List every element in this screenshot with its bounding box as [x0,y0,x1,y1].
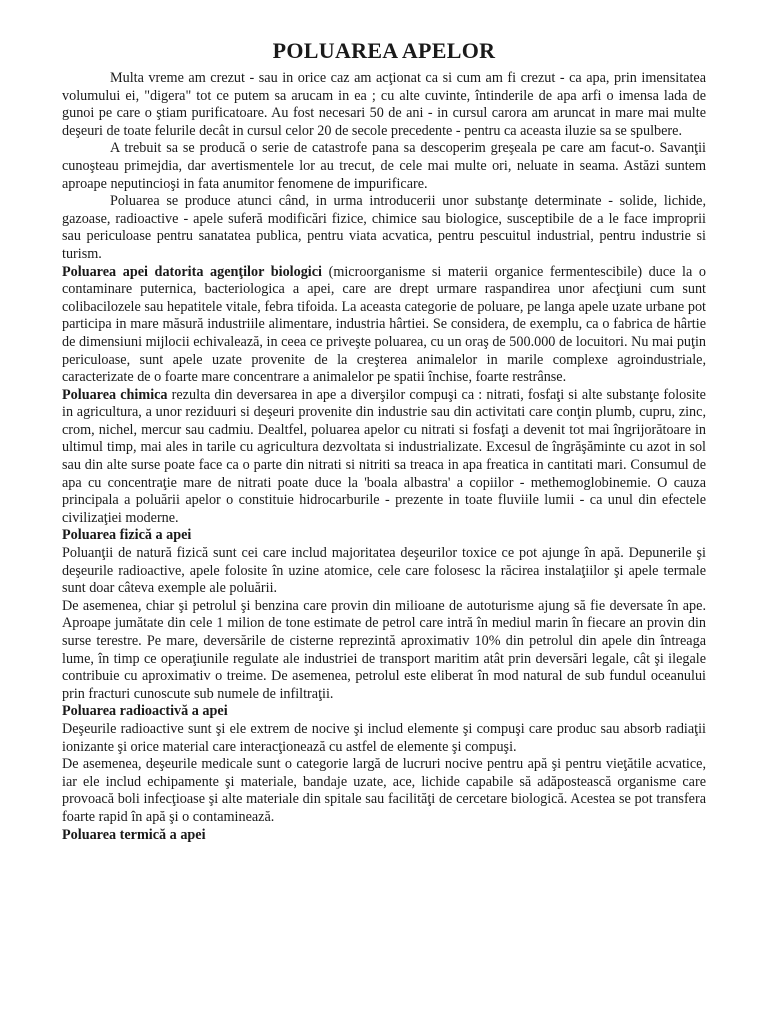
paragraph [62,387,706,528]
paragraph-heading: Poluarea apei datorita agenţilor biologici [62,263,322,280]
paragraph-heading: Poluarea fizică a apei [62,527,192,544]
paragraph-text: Poluanţii de natură fizică sunt cei care includ majoritatea deşeurilor toxice ce pot ajunge în apă. Depunerile şi deşeurile radioactive, apele folosite în uzine atomice, cele care folosesc la răcirea instalaţiilor şi apele termale sunt doar câteva exemple ale poluării. [62,545,706,597]
section-heading [62,703,706,721]
section-heading [62,827,706,845]
paragraph-text: Deşeurile radioactive sunt şi ele extrem de nocive şi includ elemente şi compuşi care produc sau absorb radiaţii ionizante şi orice material care interacţionează cu astfel de elemente şi compuşi. [62,720,706,755]
document-body [62,70,706,844]
paragraph [62,193,706,263]
document-title: POLUAREA APELOR [272,38,496,63]
paragraph-text: (microorganisme si materii organice fermentescibile) duce la o contaminare puternica, bacteriologica a apei, care are drept urmare raspandirea unor afecţiuni cum sunt colibacilozele sau hepatitele vitale, febra tifoida. La aceasta categorie de poluare, pe langa apele uzate urbane pot participa in mare măsură industriile alimentare, industria hârtiei. Se considera, de exemplu, ca o fabrica de hârtie de dimensiuni mijlocii echivalează, in ceea ce priveşte poluarea, cu un oraş de 500.000 de locuitori. Nu mai puţin periculoase, sunt apele uzate provenite de la creşterea animalelor in marile complexe agroindustriale, caracterizate de o foarte mare concentrare a animalelor pe spatii închise, foarte restrânse. [62,263,706,386]
paragraph-heading: Poluarea termică a apei [62,826,206,843]
paragraph [62,545,706,598]
paragraph-text: De asemenea, deşeurile medicale sunt o categorie largă de lucruri nocive pentru apă şi pentru vieţătile acvatice, iar ele includ echipamente şi materiale, bandaje uzate, ace, lichide capabile să adăpostească organisme care provoacă boli infecţioase şi alte materiale din spitale sau facilităţi de cercetare biologică. Acestea se pot transfera foarte rapid în apă şi o contaminează. [62,756,706,825]
section-heading [62,527,706,545]
paragraph-text: De asemenea, chiar şi petrolul şi benzina care provin din milioane de autoturisme ajung să fie deversate în ape. Aproape jumătate din cele 1 milion de tone estimate de petrol care intră în mediul marin în fiecare an provin din surse terestre. Pe mare, deversările de cisterne reprezintă aproximativ 10% din petrolul din apele din întreaga lume, în timp ce operaţiunile regulate ale industriei de transport maritim atât prin deversări legale, cât şi ilegale contribuie cu aproximativ o treime. De asemenea, petrolul este eliberat în mod natural de sub fundul oceanului prin fracturi cunoscute sub numele de infiltraţii. [62,597,706,702]
paragraph-text: A trebuit sa se producă o serie de catastrofe pana sa descoperim greşeala pe care am facut-o. Savanţii cunoşteau primejdia, dar avertismentele lor au trecut, de cele mai multe ori, neluate in seama. Astăzi suntem aproape neputincioşi in fata anumitor fenomene de impurificare. [62,140,706,192]
paragraph-heading: Poluarea radioactivă a apei [62,703,228,720]
paragraph [62,264,706,387]
paragraph [62,721,706,756]
paragraph [62,140,706,193]
paragraph-heading: Poluarea chimica [62,386,168,403]
paragraph [62,598,706,704]
paragraph [62,70,706,140]
paragraph-text: Poluarea se produce atunci când, in urma introducerii unor substanţe determinate - solide, lichide, gazoase, radioactive - apele suferă modificări fizice, chimice sau biologice, susceptibile de a le face improprii sau periculoase pentru sanatatea publica, pentru viata acvatica, pentru pescuitul industrial, pentru industrie si turism. [62,193,706,262]
paragraph-text: Multa vreme am crezut - sau in orice caz am acţionat ca si cum am fi crezut - ca apa, prin imensitatea volumului ei, "digera" tot ce putem sa arucam in ea ; cu alte cuvinte, întinderile de apa arfi o imensa lada de gunoi pe care o ştiam purificatoare. Au fost necesari 50 de ani - in cursul carora am aruncat in mare mai multe deşeuri de toate felurile decât in cursul celor 20 de secole precedente - pentru ca aceasta iluzie sa se spulbere. [62,70,706,139]
paragraph-text: rezulta din deversarea in ape a diverşilor compuşi ca : nitrati, fosfaţi si alte substanţe folosite in agricultura, a unor reziduuri si deşeuri provenite din industrie sau din activitati care conţin plumb, cupru, zinc, crom, nichel, mercur sau cadmiu. Dealtfel, poluarea apelor cu nitrati si fosfaţi a devenit tot mai îngrijorătoare in ultimul timp, mai ales in tarile cu agricultura dezvoltata si industrializate. Excesul de îngrăşăminte cu azot in sol sau din alte surse poate face ca o parte din nitrati si nitriti sa treaca in apa freatica in cantitati mari. Consumul de apa cu concentraţie mare de nitrati poate duce la 'boala albastra' a copiilor - methemoglobinemie. O cauza principala a poluării apelor o constituie hidrocarburile - prezente in toate fluviile lumii - ca unul din efectele civilizaţiei moderne. [62,386,706,526]
paragraph [62,756,706,826]
